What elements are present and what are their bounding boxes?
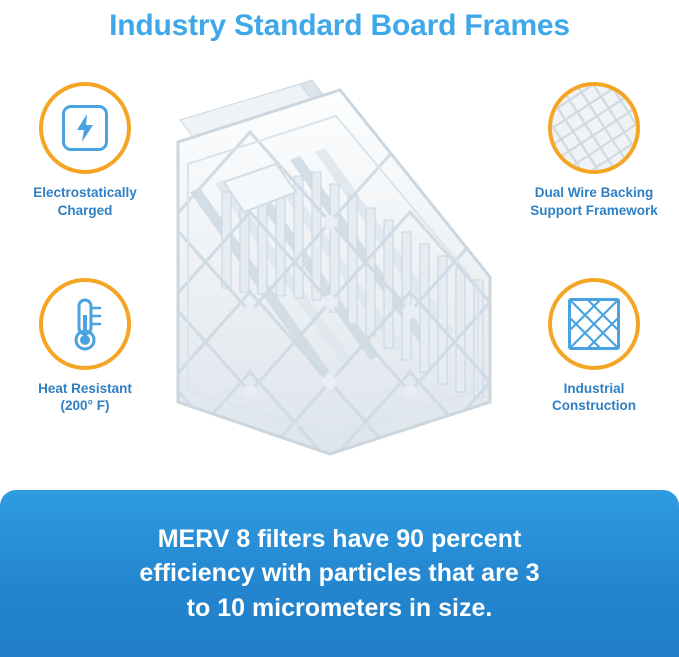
feature-label — [33, 184, 137, 220]
feature-label-line1: Electrostatically — [33, 185, 137, 200]
feature-column-right — [515, 82, 673, 415]
banner-line-1: MERV 8 filters have 90 percent — [157, 524, 522, 553]
lightning-bolt-icon — [62, 105, 108, 151]
grid-construction-icon — [568, 298, 620, 350]
feature-label-line1: Heat Resistant — [38, 380, 132, 396]
feature-column-left — [6, 82, 164, 415]
feature-label-line1: Industrial — [563, 380, 625, 396]
wire-mesh-icon — [552, 82, 636, 174]
feature-label-line2: (200° F) — [60, 398, 110, 414]
feature-label — [552, 380, 636, 416]
feature-label-line1: Dual Wire Backing — [534, 185, 654, 200]
feature-heat-resistant — [6, 278, 164, 416]
feature-label — [530, 184, 658, 220]
feature-label-line2: Construction — [552, 398, 636, 414]
header — [0, 0, 679, 52]
page-title: Industry Standard Board Frames — [109, 9, 570, 42]
feature-electrostatically-charged — [6, 82, 164, 220]
feature-label-line2: Support Framework — [530, 202, 658, 218]
banner-line-2: efficiency with particles that are 3 — [139, 559, 540, 588]
feature-icon-circle — [548, 278, 640, 370]
feature-label — [38, 380, 132, 416]
feature-icon-circle — [39, 278, 131, 370]
feature-icon-circle — [548, 82, 640, 174]
feature-dual-wire-backing — [515, 82, 673, 220]
thermometer-icon — [62, 295, 108, 353]
product-image — [160, 72, 520, 472]
feature-industrial-construction — [515, 278, 673, 416]
feature-label-line2: Charged — [57, 202, 113, 218]
banner-line-3: to 10 micrometers in size. — [186, 593, 493, 622]
bottom-banner — [0, 490, 679, 657]
feature-icon-circle — [39, 82, 131, 174]
